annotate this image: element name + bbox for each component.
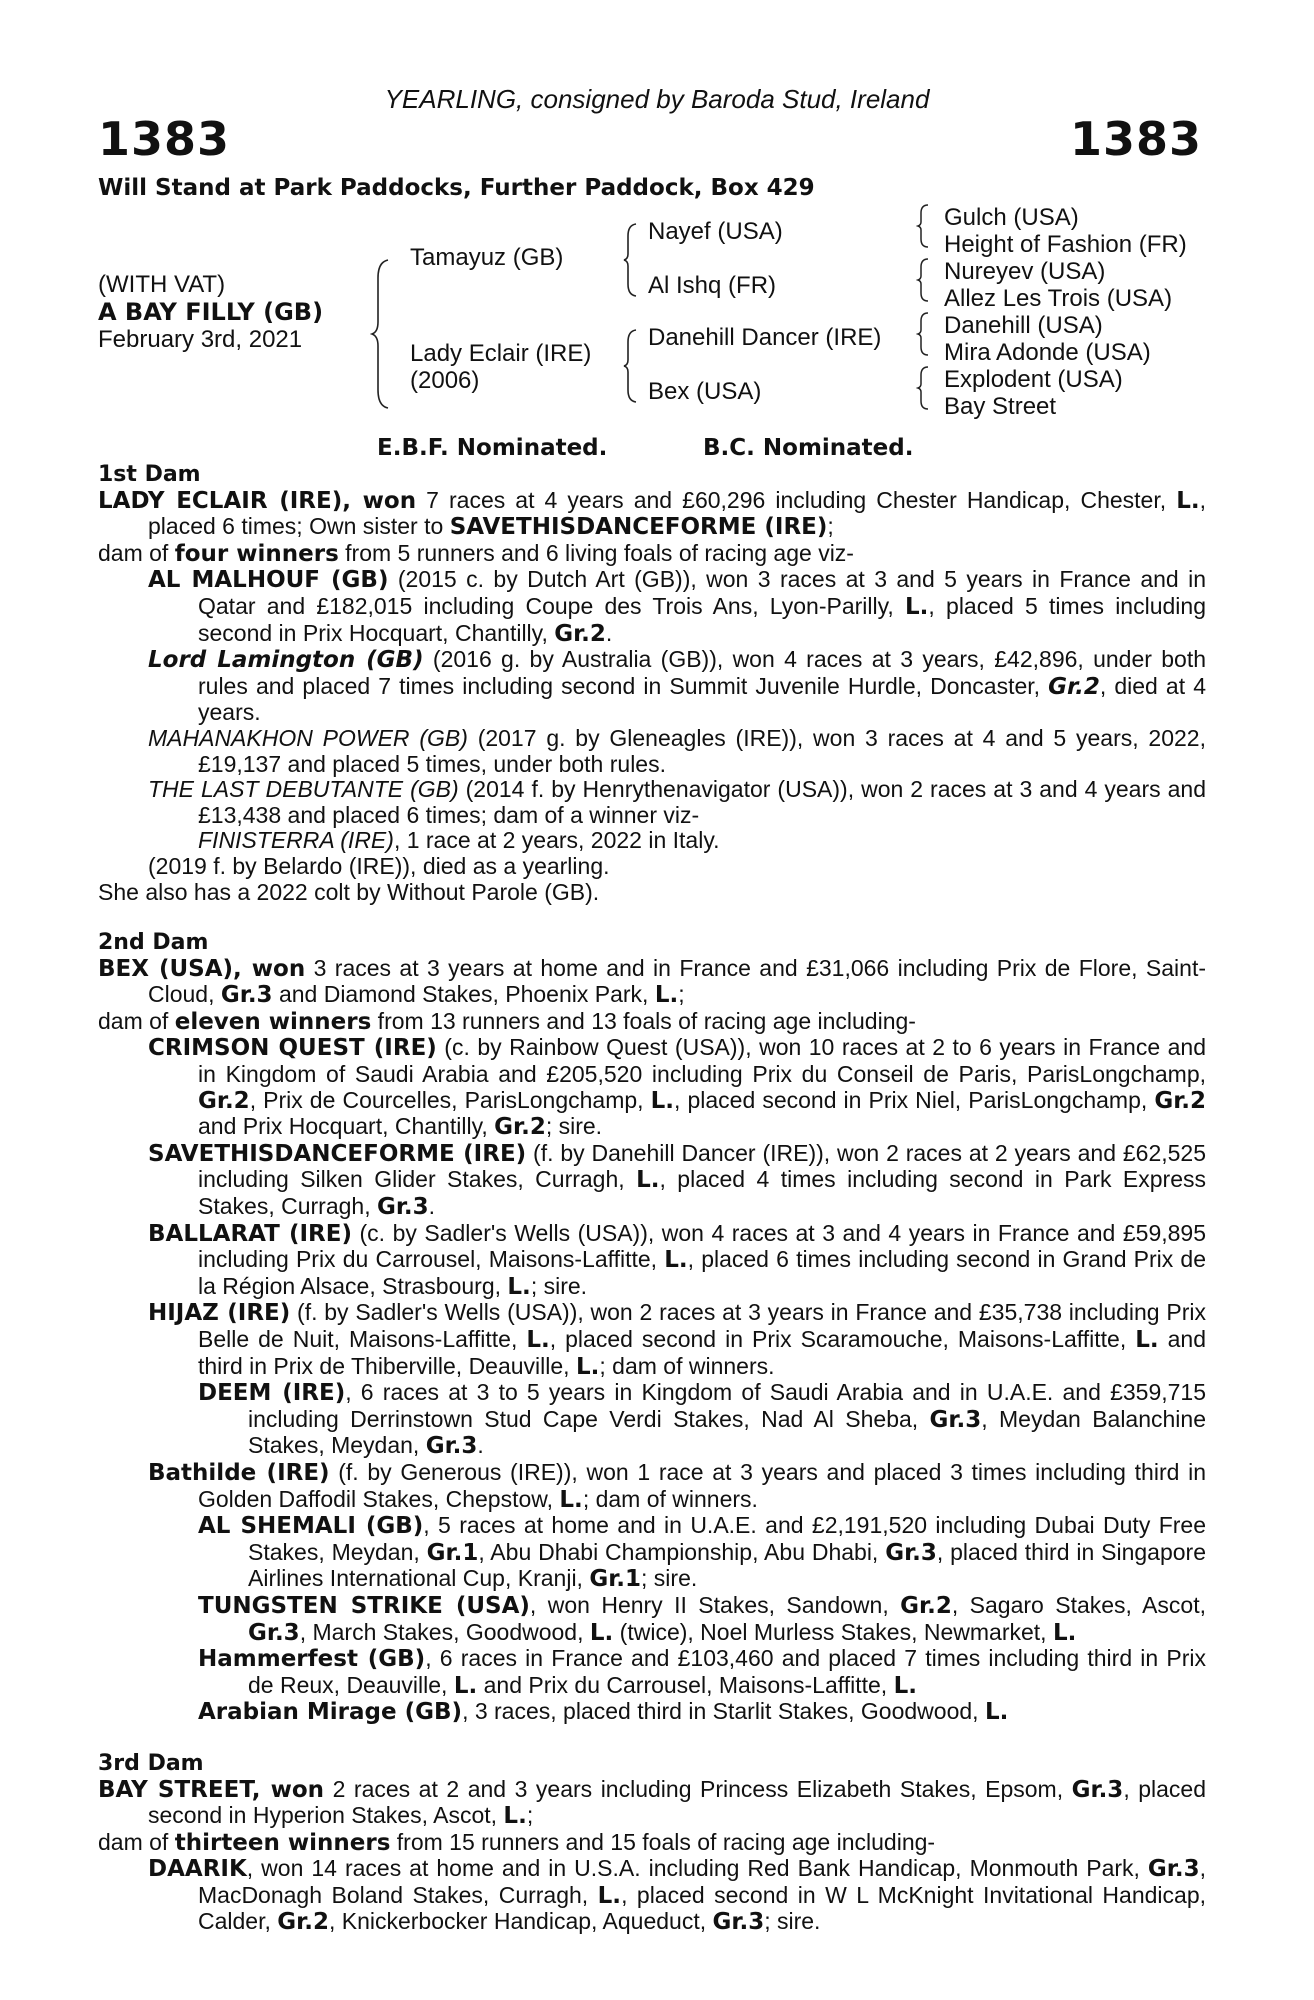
gen3-2: Height of Fashion (FR) <box>944 231 1187 258</box>
second-dam-produce: dam of eleven winners from 13 runners and 13 foals of racing age including- <box>98 1007 916 1035</box>
first-dam-record: LADY ECLAIR (IRE), won 7 races at 4 years and £60,296 including Chester Handicap, Chester, L., placed 6 times; Own sister to SAVETHISDANCEFORME (IRE); <box>98 486 1206 541</box>
also-note: She also has a 2022 colt by Without Parole (GB). <box>98 878 600 905</box>
sister-name: SAVETHISDANCEFORME (IRE) <box>449 514 828 541</box>
brace-gen3-1 <box>916 203 930 249</box>
brace-gen3-2 <box>916 257 930 303</box>
horse-name: A BAY FILLY (GB) <box>98 298 324 326</box>
won-label: won <box>362 487 417 514</box>
foal-subentry: FINISTERRA (IRE), 1 race at 2 years, 2022 in Italy. <box>198 827 720 854</box>
foal-entry: AL MALHOUF (GB) (2015 c. by Dutch Art (GB)), won 3 races at 3 and 5 years in France and in Qatar and £182,015 including Coupe des Trois Ans, Lyon-Parilly, L., placed 5 times including second in Prix Hocquart, Chantilly, Gr.2. <box>148 566 1207 647</box>
brace-dam-line <box>622 328 638 404</box>
third-dam-heading: 3rd Dam <box>98 1750 204 1776</box>
first-dam-produce: dam of four winners from 5 runners and 6 living foals of racing age viz- <box>98 539 854 567</box>
dam-sire: Danehill Dancer (IRE) <box>648 324 882 351</box>
foal-subentry: AL SHEMALI (GB), 5 races at home and in U.A.E. and £2,191,520 including Dubai Duty Free Stakes, Meydan, Gr.1, Abu Dhabi Championship, Abu Dhabi, Gr.3, placed third in Singapore Airlines International Cup, Kranji, Gr.1; sire. <box>198 1512 1206 1593</box>
foal-entry: HIJAZ (IRE) (f. by Sadler's Wells (USA)), won 2 races at 3 years in France and £35,738 including Prix Belle de Nuit, Maisons-Laffitte, L., placed second in Prix Scaramouche, Maisons-Laffitte, L. and third in Prix de Thiberville, Deauville, L.; dam of winners. <box>148 1299 1206 1380</box>
foal-subentry: Arabian Mirage (GB), 3 races, placed third in Starlit Stakes, Goodwood, L. <box>198 1698 1009 1726</box>
gen3-6: Mira Adonde (USA) <box>944 339 1151 366</box>
first-dam-heading: 1st Dam <box>98 462 201 487</box>
consignment-line: YEARLING, consigned by Baroda Stud, Ireland <box>384 84 930 114</box>
foal-entry: THE LAST DEBUTANTE (GB) (2014 f. by Henrythenavigator (USA)), won 2 races at 3 and 4 years and £13,438 and placed 6 times; dam of a winner viz- <box>148 776 1206 828</box>
produce-record <box>98 462 1206 1936</box>
third-dam-record: BAY STREET, won 2 races at 2 and 3 years including Princess Elizabeth Stakes, Epsom, Gr.3, placed second in Hyperion Stakes, Ascot, L.; <box>98 1775 1207 1830</box>
foal-subentry: TUNGSTEN STRIKE (USA), won Henry II Stakes, Sandown, Gr.2, Sagaro Stakes, Ascot, Gr.3, March Stakes, Goodwood, L. (twice), Noel Murless Stakes, Newmarket, L. <box>198 1591 1207 1646</box>
foal-entry: SAVETHISDANCEFORME (IRE) (f. by Danehill Dancer (IRE)), won 2 races at 2 years and £62,525 including Silken Glider Stakes, Curragh, L., placed 4 times including second in Park Express Stakes, Curragh, Gr.3. <box>148 1139 1206 1221</box>
brace-gen3-4 <box>916 365 930 411</box>
gen3-5: Danehill (USA) <box>944 312 1103 339</box>
sire-dam: Al Ishq (FR) <box>648 272 777 299</box>
lot-number-right: 1383 <box>1069 112 1202 166</box>
vat-note: (WITH VAT) <box>98 271 226 298</box>
stand-location: Will Stand at Park Paddocks, Further Paddock, Box 429 <box>98 175 815 201</box>
second-dam-record: BEX (USA), won 3 races at 3 years at home and in France and £31,066 including Prix de Flore, Saint-Cloud, Gr.3 and Diamond Stakes, Phoenix Park, L.; <box>98 954 1206 1009</box>
brace-gen3-3 <box>916 311 930 357</box>
bc-nomination: B.C. Nominated. <box>703 435 914 461</box>
foaling-date: February 3rd, 2021 <box>98 326 303 353</box>
gen3-8: Bay Street <box>944 393 1057 420</box>
foal-entry: (2019 f. by Belardo (IRE)), died as a yearling. <box>148 852 610 879</box>
gen3-1: Gulch (USA) <box>944 204 1079 231</box>
gen3-4: Allez Les Trois (USA) <box>944 285 1173 312</box>
foal-entry: CRIMSON QUEST (IRE) (c. by Rainbow Quest (USA)), won 10 races at 2 to 6 years in France and in Kingdom of Saudi Arabia and £205,520 including Prix du Conseil de Paris, ParisLongchamp, Gr.2, Prix de Courcelles, ParisLongchamp, L., placed second in Prix Niel, ParisLongchamp, Gr.2 and Prix Hocquart, Chantilly, Gr.2; sire. <box>148 1034 1206 1141</box>
gen3-3: Nureyev (USA) <box>944 258 1106 285</box>
dam-name: LADY ECLAIR (IRE) <box>98 487 343 514</box>
brace-sire-dam <box>370 258 392 410</box>
sire-name: Tamayuz (GB) <box>410 244 564 271</box>
foal-entry: Bathilde (IRE) (f. by Generous (IRE)), won 1 race at 3 years and placed 3 times including third in Golden Daffodil Stakes, Chepstow, L.; dam of winners. <box>148 1458 1206 1513</box>
gen3-7: Explodent (USA) <box>944 366 1123 393</box>
foal-subentry: DEEM (IRE), 6 races at 3 to 5 years in Kingdom of Saudi Arabia and in U.A.E. and £359,715 including Derrinstown Stud Cape Verdi Stakes, Nad Al Sheba, Gr.3, Meydan Balanchine Stakes, Meydan, Gr.3. <box>198 1379 1207 1460</box>
ebf-nomination: E.B.F. Nominated. <box>377 435 608 461</box>
sire-sire: Nayef (USA) <box>648 218 783 245</box>
dam-dam: Bex (USA) <box>648 378 762 405</box>
foal-entry: MAHANAKHON POWER (GB) (2017 g. by Gleneagles (IRE)), won 3 races at 4 and 5 years, 2022, £19,137 and placed 5 times, under both rules. <box>148 724 1206 777</box>
third-dam-produce: dam of thirteen winners from 15 runners and 15 foals of racing age including- <box>98 1828 936 1856</box>
foal-subentry: Hammerfest (GB), 6 races in France and £103,460 and placed 7 times including third in Prix de Reux, Deauville, L. and Prix du Carrousel, Maisons-Laffitte, L. <box>198 1645 1207 1699</box>
dam-name: Lady Eclair (IRE) <box>410 340 592 367</box>
second-dam-heading: 2nd Dam <box>98 930 209 956</box>
foal-entry: Lord Lamington (GB) (2016 g. by Australia (GB)), won 4 races at 3 years, £42,896, under both rules and placed 7 times including second in Summit Juvenile Hurdle, Doncaster, Gr.2, died at 4 years. <box>148 646 1206 726</box>
dam-year: (2006) <box>410 367 480 394</box>
lot-number-left: 1383 <box>98 112 231 166</box>
brace-sire-line <box>622 222 638 298</box>
foal-entry: BALLARAT (IRE) (c. by Sadler's Wells (USA)), won 4 races at 3 and 4 years in France and £59,895 including Prix du Carrousel, Maisons-Laffitte, L., placed 6 times including second in Grand Prix de la Région Alsace, Strasbourg, L.; sire. <box>148 1219 1207 1300</box>
foal-entry: DAARIK, won 14 races at home and in U.S.A. including Red Bank Handicap, Monmouth Park, Gr.3, MacDonagh Boland Stakes, Curragh, L., placed second in W L McKnight Invitational Handicap, Calder, Gr.2, Knickerbocker Handicap, Aqueduct, Gr.3; sire. <box>148 1855 1206 1936</box>
